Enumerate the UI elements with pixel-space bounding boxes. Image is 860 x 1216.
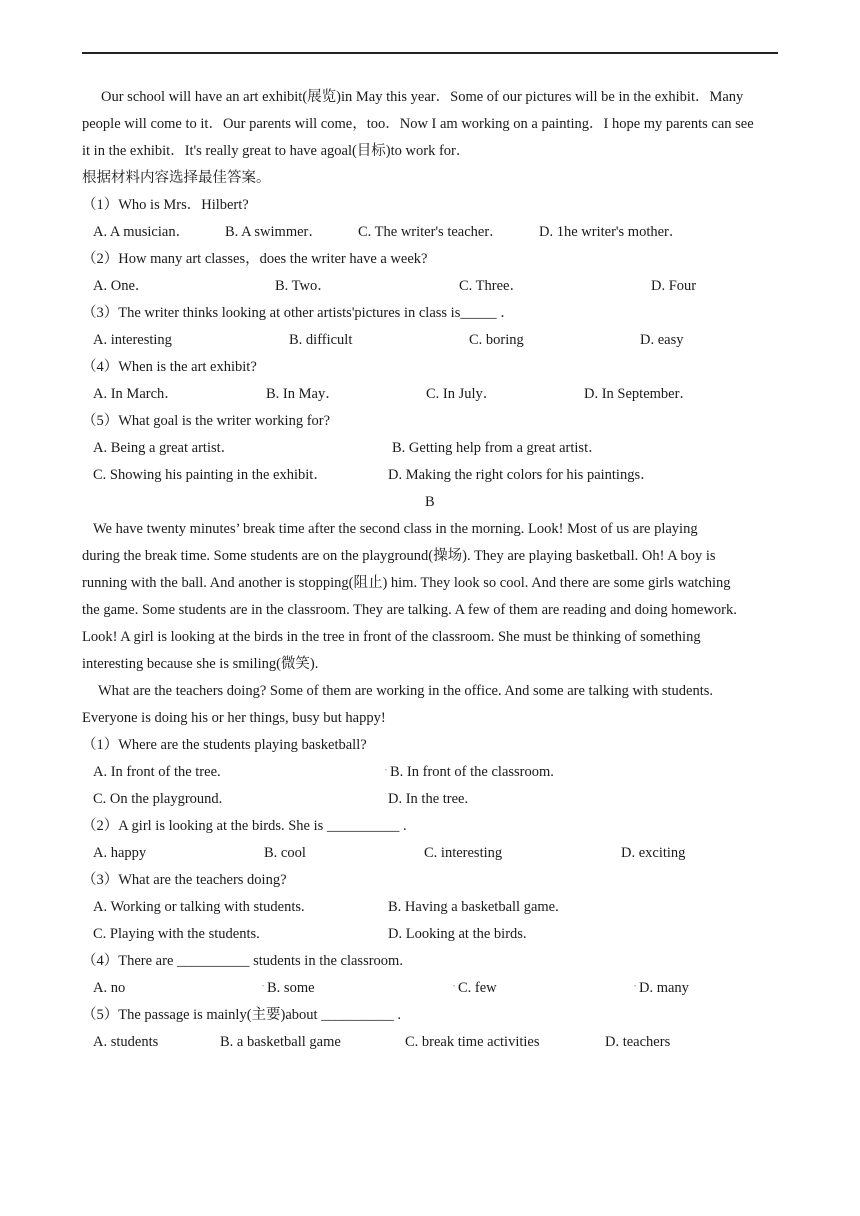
option-b[interactable]: B. A swimmer． [225,224,323,240]
question-stem: （2）How many art classes，does the writer have a week? [82,251,428,267]
option-d[interactable]: D. easy [640,332,684,348]
question-stem: （1）Who is Mrs．Hilbert? [82,197,249,213]
option-c[interactable]: C. Three． [459,278,524,294]
passage-a-line: it in the exhibit．It's really great to have agoal(目标)to work for． [82,143,471,159]
question-stem: （2）A girl is looking at the birds. She is __________ . [82,818,407,834]
option-c[interactable]: C. interesting [424,845,503,861]
option-d[interactable]: D. teachers [605,1034,671,1050]
option-d[interactable]: D. In the tree. [388,791,469,807]
option-c[interactable]: C. Showing his painting in the exhibit． [93,467,328,483]
option-a[interactable]: A. In March． [93,386,179,402]
option-b[interactable]: B. Two． [275,278,332,294]
passage-a-line: Our school will have an art exhibit(展览)in May this year．Some of our pictures will be in the exhibit．Many [101,89,744,105]
option-a[interactable]: A. Being a great artist． [93,440,236,456]
header-rule [82,52,778,54]
option-b[interactable]: B. a basketball game [220,1034,341,1050]
passage-b-line: the game. Some students are in the classroom. They are talking. A few of them are reading and doing homework. [82,602,737,618]
marker-dot-icon: • [385,768,388,774]
option-a[interactable]: A. In front of the tree. [93,764,221,780]
option-d[interactable]: D. Looking at the birds. [388,926,527,942]
section-heading: B [425,494,435,510]
passage-a-line: people will come to it．Our parents will come，too．Now I am working on a painting．I hope my parents can see [82,116,754,132]
passage-b-line: What are the teachers doing? Some of them are working in the office. And some are talking with students. [98,683,713,699]
option-a[interactable]: A. happy [93,845,147,861]
question-stem: （3）What are the teachers doing? [82,872,287,888]
passage-b-line: interesting because she is smiling(微笑). [82,656,319,672]
option-c[interactable]: C. break time activities [405,1034,540,1050]
option-c[interactable]: C. On the playground. [93,791,223,807]
option-c[interactable]: C. In July． [426,386,498,402]
option-a[interactable]: A. One． [93,278,150,294]
option-b[interactable]: B. cool [264,845,306,861]
option-a[interactable]: A. no [93,980,126,996]
option-a[interactable]: A. A musician． [93,224,191,240]
question-stem: （4）When is the art exhibit? [82,359,257,375]
marker-dot-icon: • [262,984,265,990]
instruction: 根据材料内容选择最佳答案。 [82,170,271,186]
question-stem: （3）The writer thinks looking at other artists'pictures in class is_____ ． [82,305,515,321]
passage-b-line: during the break time. Some students are on the playground(操场). They are playing basketball. Oh! A boy is [82,548,716,564]
option-b[interactable]: B. In front of the classroom. [390,764,554,780]
passage-b-line: Everyone is doing his or her things, busy but happy! [82,710,386,726]
option-d[interactable]: D. 1he writer's mother． [539,224,684,240]
question-stem: （1）Where are the students playing basketball? [82,737,367,753]
option-b[interactable]: B. difficult [289,332,353,348]
marker-dot-icon: • [453,984,456,990]
option-c[interactable]: C. Playing with the students. [93,926,260,942]
option-c[interactable]: C. few [458,980,497,996]
passage-b-line: We have twenty minutes’ break time after the second class in the morning. Look! Most of us are playing [93,521,698,537]
option-b[interactable]: B. In May． [266,386,340,402]
passage-b-line: running with the ball. And another is stopping(阻止) him. They look so cool. And there are some girls watching [82,575,731,591]
option-d[interactable]: D. In September． [584,386,694,402]
option-a[interactable]: A. Working or talking with students. [93,899,305,915]
question-stem: （4）There are __________ students in the classroom. [82,953,403,969]
question-stem: （5）What goal is the writer working for? [82,413,331,429]
option-c[interactable]: C. The writer's teacher． [358,224,504,240]
option-d[interactable]: D. exciting [621,845,686,861]
option-b[interactable]: B. some [267,980,315,996]
option-c[interactable]: C. boring [469,332,524,348]
option-d[interactable]: D. Making the right colors for his paintings． [388,467,655,483]
option-d[interactable]: D. Four [651,278,697,294]
option-b[interactable]: B. Having a basketball game. [388,899,559,915]
passage-b-line: Look! A girl is looking at the birds in the tree in front of the classroom. She must be thinking of something [82,629,701,645]
option-a[interactable]: A. students [93,1034,159,1050]
option-a[interactable]: A. interesting [93,332,172,348]
marker-dot-icon: • [634,984,637,990]
question-stem: （5）The passage is mainly(主要)about __________ . [82,1007,401,1023]
option-d[interactable]: D. many [639,980,689,996]
option-b[interactable]: B. Getting help from a great artist． [392,440,603,456]
